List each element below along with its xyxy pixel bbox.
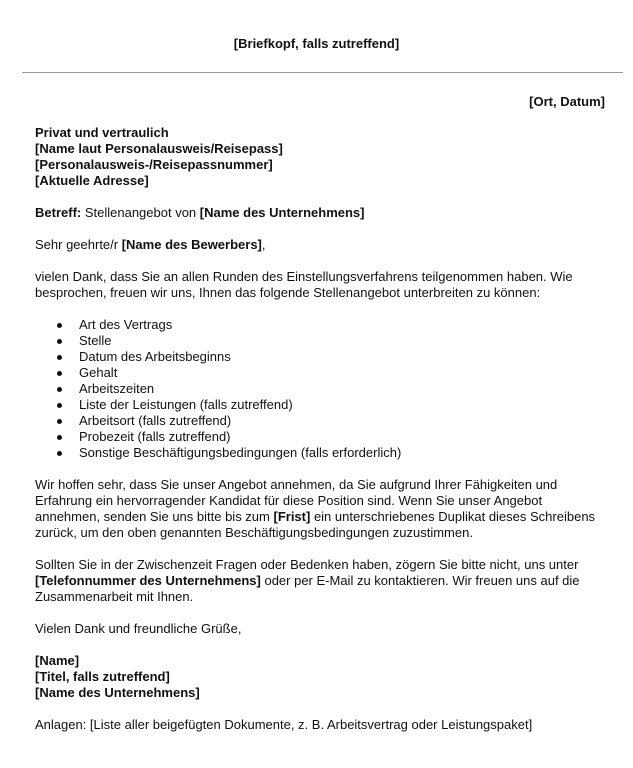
acceptance-paragraph: Wir hoffen sehr, dass Sie unser Angebot annehmen, da Sie aufgrund Ihrer Fähigkeiten und Erfahrung ein hervorragender Kandidat für diese Position sind. Wenn Sie unser Angebot annehmen, senden Sie uns bitte bis zum [Frist] ein unterschriebenes Duplikat dieses Schreibens zurück, um den oben genannten Beschäftigungsbedingungen zuzustimmen. <box>35 477 596 540</box>
header-divider <box>22 72 623 73</box>
subject-company: [Name des Unternehmens] <box>199 205 365 220</box>
list-item: Probezeit (falls zutreffend) <box>35 429 610 445</box>
offer-terms-list <box>35 317 610 461</box>
bullet-icon <box>57 451 62 456</box>
bullet-icon <box>57 387 62 392</box>
signer-title: [Titel, falls zutreffend] <box>35 669 170 684</box>
confidential-line: Privat und vertraulich <box>35 125 169 140</box>
salutation: Sehr geehrte/r [Name des Bewerbers], <box>35 237 266 252</box>
list-item: Stelle <box>35 333 610 349</box>
bullet-icon <box>57 339 62 344</box>
recipient-id-number: [Personalausweis-/Reisepassnummer] <box>35 157 273 172</box>
recipient-name: [Name laut Personalausweis/Reisepass] <box>35 141 283 156</box>
bullet-icon <box>57 403 62 408</box>
subject-label: Betreff: <box>35 205 82 220</box>
list-item: Art des Vertrags <box>35 317 610 333</box>
place-date: [Ort, Datum] <box>529 94 605 109</box>
signature-block <box>35 653 610 701</box>
attachments-line: Anlagen: [Liste aller beigefügten Dokumente, z. B. Arbeitsvertrag oder Leistungspaket] <box>35 717 533 732</box>
list-item: Sonstige Beschäftigungsbedingungen (falls erforderlich) <box>35 445 610 461</box>
bullet-icon <box>57 435 62 440</box>
list-item: Datum des Arbeitsbeginns <box>35 349 610 365</box>
bullet-icon <box>57 323 62 328</box>
signer-name: [Name] <box>35 653 80 668</box>
applicant-name: [Name des Bewerbers] <box>121 237 262 252</box>
bullet-icon <box>57 419 62 424</box>
intro-paragraph: vielen Dank, dass Sie an allen Runden des Einstellungsverfahrens teilgenommen haben. Wie besprochen, freuen wir uns, Ihnen das folgende Stellenangebot unterbreiten zu können: <box>35 269 573 300</box>
signer-company: [Name des Unternehmens] <box>35 685 200 700</box>
letterhead: [Briefkopf, falls zutreffend] <box>233 36 400 51</box>
recipient-block <box>35 125 610 189</box>
list-item: Arbeitsort (falls zutreffend) <box>35 413 610 429</box>
subject-text: Stellenangebot von <box>81 205 200 220</box>
contact-paragraph: Sollten Sie in der Zwischenzeit Fragen oder Bedenken haben, zögern Sie bitte nicht, uns unter [Telefonnummer des Unternehmens] oder per E-Mail zu kontaktieren. Wir freuen uns auf die Zusammenarbeit mit Ihnen. <box>35 557 580 604</box>
closing-line: Vielen Dank und freundliche Grüße, <box>35 621 242 636</box>
list-item: Arbeitszeiten <box>35 381 610 397</box>
list-item: Gehalt <box>35 365 610 381</box>
subject-line <box>35 205 610 221</box>
bullet-icon <box>57 371 62 376</box>
deadline-placeholder: [Frist] <box>273 509 311 524</box>
list-item: Liste der Leistungen (falls zutreffend) <box>35 397 610 413</box>
recipient-address: [Aktuelle Adresse] <box>35 173 149 188</box>
letter-body <box>35 125 610 733</box>
phone-placeholder: [Telefonnummer des Unternehmens] <box>35 573 261 588</box>
bullet-icon <box>57 355 62 360</box>
